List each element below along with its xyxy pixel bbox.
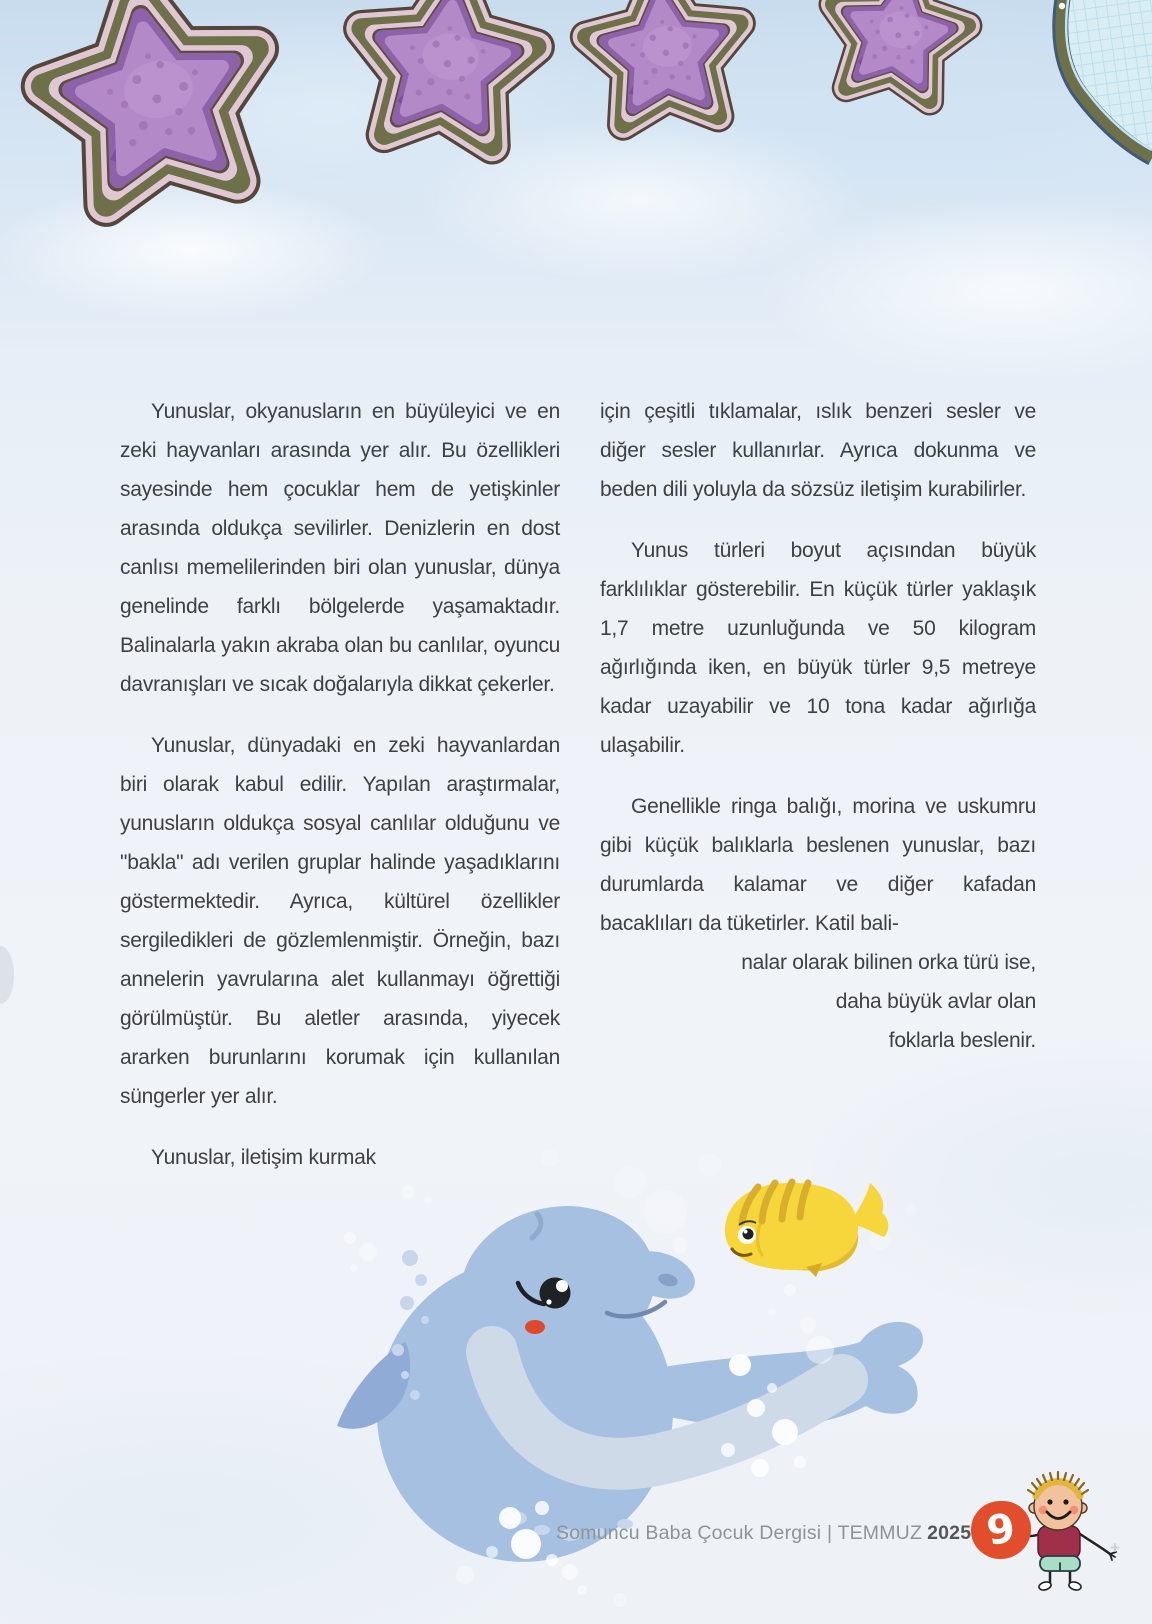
child-illustration (1024, 1472, 1116, 1590)
issue-year: 2025 (927, 1522, 972, 1544)
dolphin-illustration (320, 1120, 960, 1624)
net-corner-illustration (1016, 0, 1152, 166)
paragraph-communication-start: Yunuslar, iletişim kurmak (151, 1146, 376, 1169)
starfish-illustration-4 (788, 0, 1005, 146)
page-number-badge (971, 1501, 1031, 1559)
fish-illustration (725, 1182, 888, 1277)
starfish-illustration-1 (0, 0, 330, 276)
paragraph-communication-continued: için çeşitli tıklamalar, ıslık benzeri sesler ve diğer sesler kullanırlar. Ayrıca dokunma ve beden dili yoluyla da sözsüz iletişim kurabilirler. (600, 400, 1036, 501)
paragraph-dolphins-intelligence: Yunuslar, dünyadaki en zeki hayvanlardan biri olarak kabul edilir. Yapılan araştırmalar, yunusların oldukça sosyal canlılar olduğunu ve "bakla" adı verilen gruplar halinde yaşadıklarını göstermektedir. Ayrıca, kültürel özellikler sergiledikleri de gözlemlenmiştir. Örneğin, bazı annelerin yavrularına alet kullanmayı öğrettiği görülmüştür. Bu aletler arasında, yiyecek ararken burunlarını korumak için kullanılan süngerler yer alır. (120, 734, 560, 1108)
magazine-name: Somuncu Baba Çocuk Dergisi | TEMMUZ (556, 1522, 923, 1544)
page-number: 9 (983, 1505, 1019, 1555)
left-edge-bubble (0, 946, 14, 1004)
starfish-illustration-3 (549, 0, 781, 171)
article-column-left (120, 392, 560, 1199)
paragraph-dolphins-intro: Yunuslar, okyanusların en büyüleyici ve en zeki hayvanları arasında yer alır. Bu özellikleri sayesinde hem çocuklar hem de yetişkinler arasında oldukça sevilirler. Denizlerin en dost canlısı memelilerinden biri olan yunuslar, dünya genelinde farklı bölgelerde yaşamaktadır. Balinalarla yakın akraba olan bu canlılar, oyuncu davranışları ve sıcak doğalarıyla dikkat çekerler. (120, 400, 560, 696)
paragraph-dolphin-diet-line: nalar olarak bilinen orka türü ise, (741, 951, 1036, 974)
paragraph-dolphin-sizes: Yunus türleri boyut açısından büyük farklılıklar gösterebilir. En küçük türler yaklaşık 1,7 metre uzunluğunda ve 50 kilogram ağırlığında iken, en büyük türler 9,5 metreye kadar uzayabilir ve 10 tona kadar ağırlığa ulaşabilir. (600, 539, 1036, 757)
footer-credit (556, 1522, 972, 1545)
paragraph-dolphin-diet-line: foklarla beslenir. (888, 1029, 1036, 1052)
article-column-right (600, 392, 1036, 1060)
paragraph-dolphin-diet: Genellikle ringa balığı, morina ve uskumru gibi küçük balıklarla beslenen yunuslar, bazı durumlarda kalamar ve diğer kafadan bacaklıları da tüketirler. Katil bali- (600, 795, 1036, 935)
starfish-illustration-2 (312, 0, 580, 200)
paragraph-dolphin-diet-line: daha büyük avlar olan (835, 990, 1036, 1013)
